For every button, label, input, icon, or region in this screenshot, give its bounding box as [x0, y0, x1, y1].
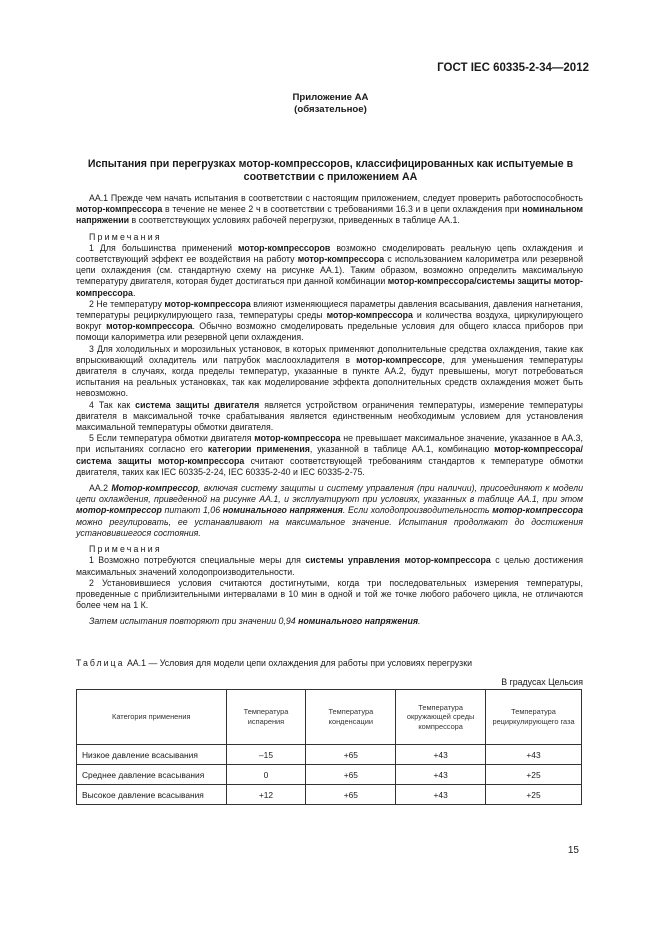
table-cell: +43 — [396, 765, 486, 785]
conditions-table — [76, 689, 582, 805]
header-return-gas: Температура рециркулирующего газа — [486, 690, 582, 745]
note-2-2: 2 Установившиеся условия считаются достигнутыми, когда три последовательных измерения температуры, проведенные с приблизительными интервалами в 10 мин в одной и той же точке любого рабочего цикла, не отличаются более чем на 1 К. — [76, 577, 583, 611]
note-5: 5 Если температура обмотки двигателя мотор-компрессора не превышает максимальное значение, указанное в АА.3, при испытаниях согласно его категории применения, указанной в таблице АА.1, комбинацию мотор-компрессора/система защиты мотор-компрессора считают соответствующей требованиям стандартов к температуре обмотки двигателя, таких как IEC 60335-2-24, IEC 60335-2-40 и IEC 60335-2-75. — [76, 433, 584, 477]
appendix-title: Приложение АА — [292, 92, 369, 103]
table-cell: +65 — [306, 745, 396, 765]
header-condensation: Температура конденсации — [306, 690, 396, 745]
table-cell: +43 — [396, 785, 486, 805]
paragraph-aa2: АА.2 Мотор-компрессор, включая систему защиты и систему управления (при наличии), присоединяют к модели цепи охлаждения, приведенной на рисунке АА.1, и эксплуатируют при условиях, указанных в таблице АА.1, при этом мотор-компрессор питают 1,06 номинального напряжения. Если холодопроизводительность мотор-компрессора можно регулировать, ее устанавливают на максимальное значение. Испытания продолжают до достижения установившегося состояния. — [76, 483, 584, 538]
header-ambient: Температура окружающей среды компрессора — [396, 690, 486, 745]
table-cell: +43 — [486, 745, 582, 765]
note-3: 3 Для холодильных и морозильных установок, в которых применяют дополнительные средства охлаждения, такие как впрыскивающий охладитель или патрубок маслоохладителя в мотор-компрессоре, для уменьшения температуры двигателя в случаях, когда пределы температур, указанные в пункте АА.2, будут превышены, могут потребоваться испытания на реальных установках, так как моделирование эффекта дополнительных средств охлаждения может быть невозможно. — [76, 343, 583, 399]
table-row — [77, 745, 582, 765]
paragraph-aa1: АА.1 Прежде чем начать испытания в соответствии с настоящим приложением, следует проверить работоспособность мотор-компрессора в течение не менее 2 ч в соответствии с требованиями 16.3 и в цепи охлаждения при номинальном напряжении в соответствующих условиях рабочей перегрузки, приведенных в таблице АА.1. — [76, 193, 583, 226]
header-category: Категория применения — [77, 690, 227, 745]
table-cell: –15 — [226, 745, 306, 765]
table-units: В градусах Цельсия — [501, 677, 583, 687]
table-cell: +12 — [226, 785, 306, 805]
standard-code: ГОСТ IEC 60335-2-34—2012 — [437, 62, 589, 74]
appendix-status: (обязательное) — [294, 104, 367, 115]
paragraph-repeat: Затем испытания повторяют при значении 0,94 номинального напряжения. — [89, 616, 421, 627]
table-cell: +43 — [396, 745, 486, 765]
table-cell: 0 — [226, 765, 306, 785]
table-cell: +25 — [486, 785, 582, 805]
table-cell: +65 — [306, 785, 396, 805]
table-caption: Таблица АА.1 — Условия для модели цепи охлаждения для работы при условиях перегрузки — [76, 658, 472, 668]
table-cell: +65 — [306, 765, 396, 785]
table-row — [77, 765, 582, 785]
notes-heading-2: Примечания — [89, 544, 162, 555]
section-title — [60, 158, 601, 184]
section-title-line2: соответствии с приложением АА — [243, 171, 418, 183]
table-cell: Высокое давление всасывания — [77, 785, 227, 805]
note-2-1: 1 Возможно потребуются специальные меры для системы управления мотор-компрессора с целью достижения максимальных значений холодопроизводительности. — [76, 555, 583, 577]
section-title-line1: Испытания при перегрузках мотор-компрессоров, классифицированных как испытуемые в — [87, 158, 574, 170]
note-4: 4 Так как система защиты двигателя является устройством ограничения температуры, измерение температуры двигателя в максимальной точке срабатывания является единственным необходимым условием для установления максимальной температуры обмотки двигателя. — [76, 399, 583, 433]
table-row — [77, 785, 582, 805]
body-text — [76, 193, 583, 628]
notes-heading: Примечания — [89, 231, 162, 242]
table-cell: +25 — [486, 765, 582, 785]
note-2: 2 Не температуру мотор-компрессора влияют изменяющиеся параметры давления всасывания, давления нагнетания, температуры рециркулирующего газа, температуры среды мотор-компрессора и количества воздуха, циркулирующего вокруг мотор-компрессора. Обычно возможно смоделировать предельные условия для общего класса приборов при помощи калориметра или резервной цепи охлаждения. — [76, 298, 583, 343]
table-cell: Низкое давление всасывания — [77, 745, 227, 765]
note-1: 1 Для большинства применений мотор-компрессоров возможно смоделировать реальную цепь охлаждения и соответствующий эффект ее воздействия на работу мотор-компрессора с использованием калориметра или резервной цепи охлаждения (см. стандартную схему на рисунке АА.1). Таким образом, возможно определить максимальную температуру двигателя, которая будет достигаться при данной комбинации мотор-компрессора/системы защиты мотор-компрессора. — [76, 242, 583, 298]
page-number: 15 — [567, 845, 579, 856]
header-evaporation: Температура испарения — [226, 690, 306, 745]
table-cell: Среднее давление всасывания — [77, 765, 227, 785]
appendix-heading — [0, 92, 661, 116]
table-header-row — [77, 690, 582, 745]
